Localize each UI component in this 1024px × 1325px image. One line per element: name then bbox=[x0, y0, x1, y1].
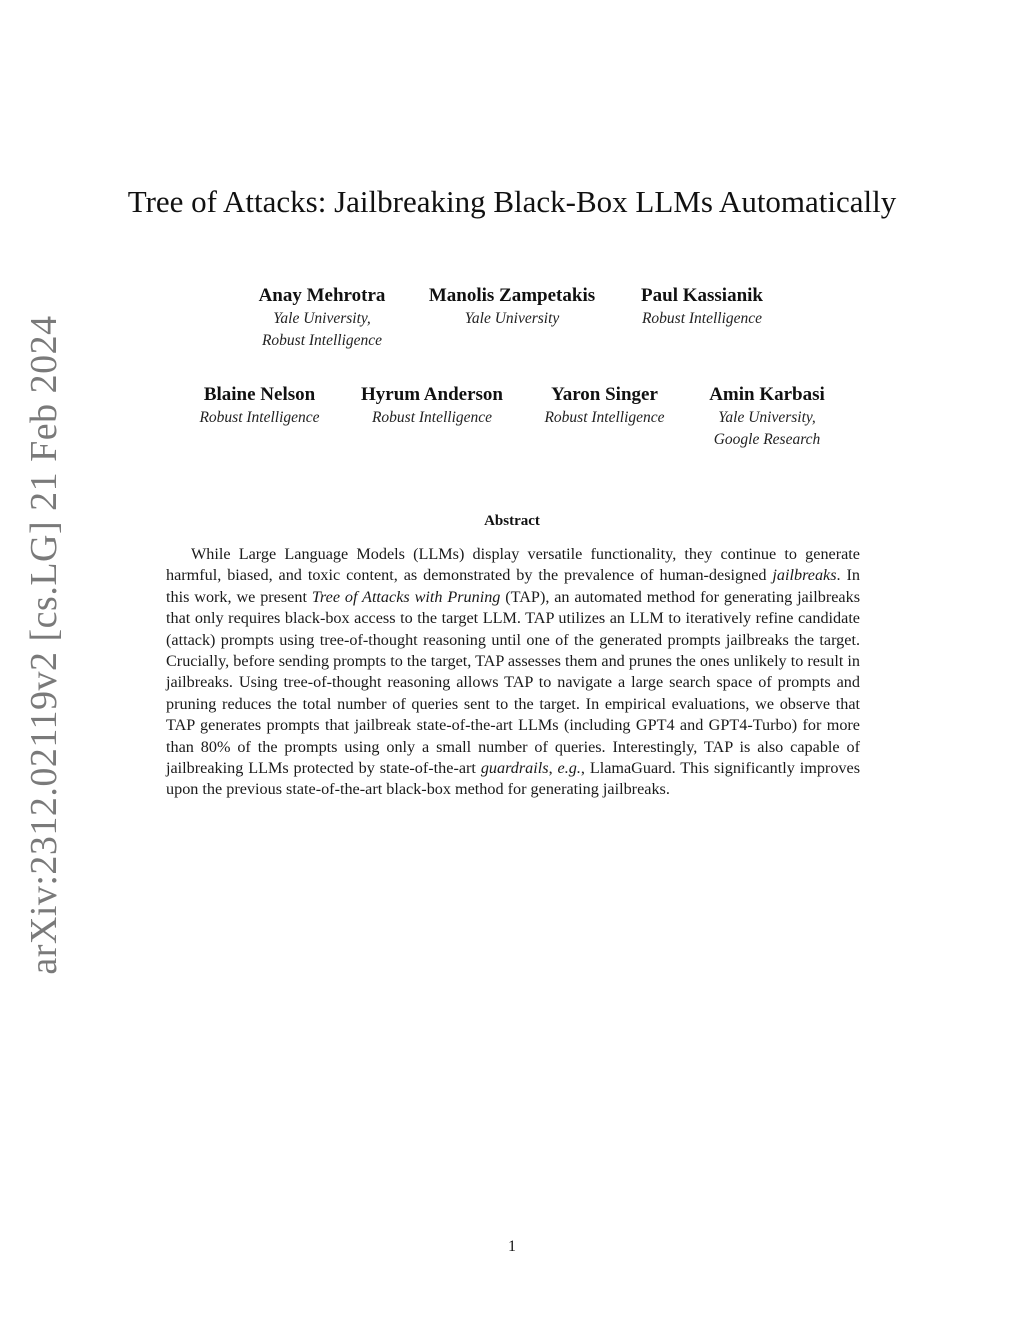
abstract-emphasis: e.g. bbox=[557, 759, 581, 778]
author-name: Paul Kassianik bbox=[641, 285, 763, 306]
author-affiliation: Robust Intelligence bbox=[641, 310, 763, 327]
author-block bbox=[617, 284, 787, 352]
arxiv-identifier: arXiv:2312.02119v2 [cs.LG] 21 Feb 2024 bbox=[23, 315, 65, 975]
author-affiliation: Yale University, bbox=[718, 409, 816, 426]
author-affiliation: Google Research bbox=[713, 431, 821, 448]
abstract-segment: , LlamaGuard. This significantly improves upon the previous state-of-the-art black-box method for generating jailbreaks. bbox=[166, 759, 860, 799]
author-name: Manolis Zampetakis bbox=[428, 285, 596, 306]
author-affiliation: Robust Intelligence bbox=[544, 409, 665, 426]
author-affiliation: Robust Intelligence bbox=[371, 409, 493, 426]
abstract-segment: While Large Language Models (LLMs) display versatile functionality, they continue to generate harmful, biased, and toxic content, as demonstrated by the prevalence of human-designed bbox=[166, 545, 860, 585]
author-affiliation: Yale University bbox=[464, 310, 560, 327]
author-block bbox=[342, 383, 522, 451]
abstract-segment: , bbox=[548, 759, 558, 778]
author-row-1 bbox=[0, 284, 1024, 352]
author-block bbox=[522, 383, 687, 451]
abstract-text bbox=[166, 544, 860, 801]
author-block bbox=[407, 284, 617, 352]
author-block bbox=[687, 383, 847, 451]
page-number: 1 bbox=[508, 1238, 516, 1255]
author-affiliation: Robust Intelligence bbox=[261, 332, 383, 349]
abstract-segment: (TAP), an automated method for generating jailbreaks that only requires black-box access to the target LLM. TAP utilizes an LLM to iteratively refine candidate (attack) prompts using tree-of-thought reasoning until one of the generated prompts jailbreaks the target. Crucially, before sending prompts to the target, TAP assesses them and prunes the ones unlikely to result in jailbreaks. Using tree-of-thought reasoning allows TAP to navigate a large search space of prompts and pruning reduces the total number of queries sent to the target. In empirical evaluations, we observe that TAP generates prompts that jailbreak state-of-the-art LLMs (including GPT4 and GPT4-Turbo) for more than 80% of the prompts using only a small number of queries. Interestingly, TAP is also capable of jailbreaking LLMs protected by state-of-the-art bbox=[166, 587, 860, 778]
author-name: Amin Karbasi bbox=[709, 384, 825, 405]
abstract-emphasis: guardrails bbox=[480, 759, 549, 778]
author-block bbox=[237, 284, 407, 352]
author-name: Anay Mehrotra bbox=[258, 285, 386, 306]
abstract-heading: Abstract bbox=[484, 513, 540, 529]
author-row-2 bbox=[0, 383, 1024, 451]
author-name: Blaine Nelson bbox=[203, 384, 316, 405]
author-block bbox=[177, 383, 342, 451]
author-affiliation: Yale University, bbox=[273, 310, 371, 327]
paper-title: Tree of Attacks: Jailbreaking Black-Box LLMs Automatically bbox=[127, 184, 897, 219]
abstract-segment: . In this work, we present bbox=[166, 566, 860, 606]
author-affiliation: Robust Intelligence bbox=[199, 409, 320, 426]
author-name: Yaron Singer bbox=[551, 384, 658, 405]
abstract-emphasis: jailbreaks bbox=[772, 566, 837, 585]
author-name: Hyrum Anderson bbox=[361, 384, 503, 405]
abstract-emphasis: Tree of Attacks with Pruning bbox=[311, 587, 501, 606]
